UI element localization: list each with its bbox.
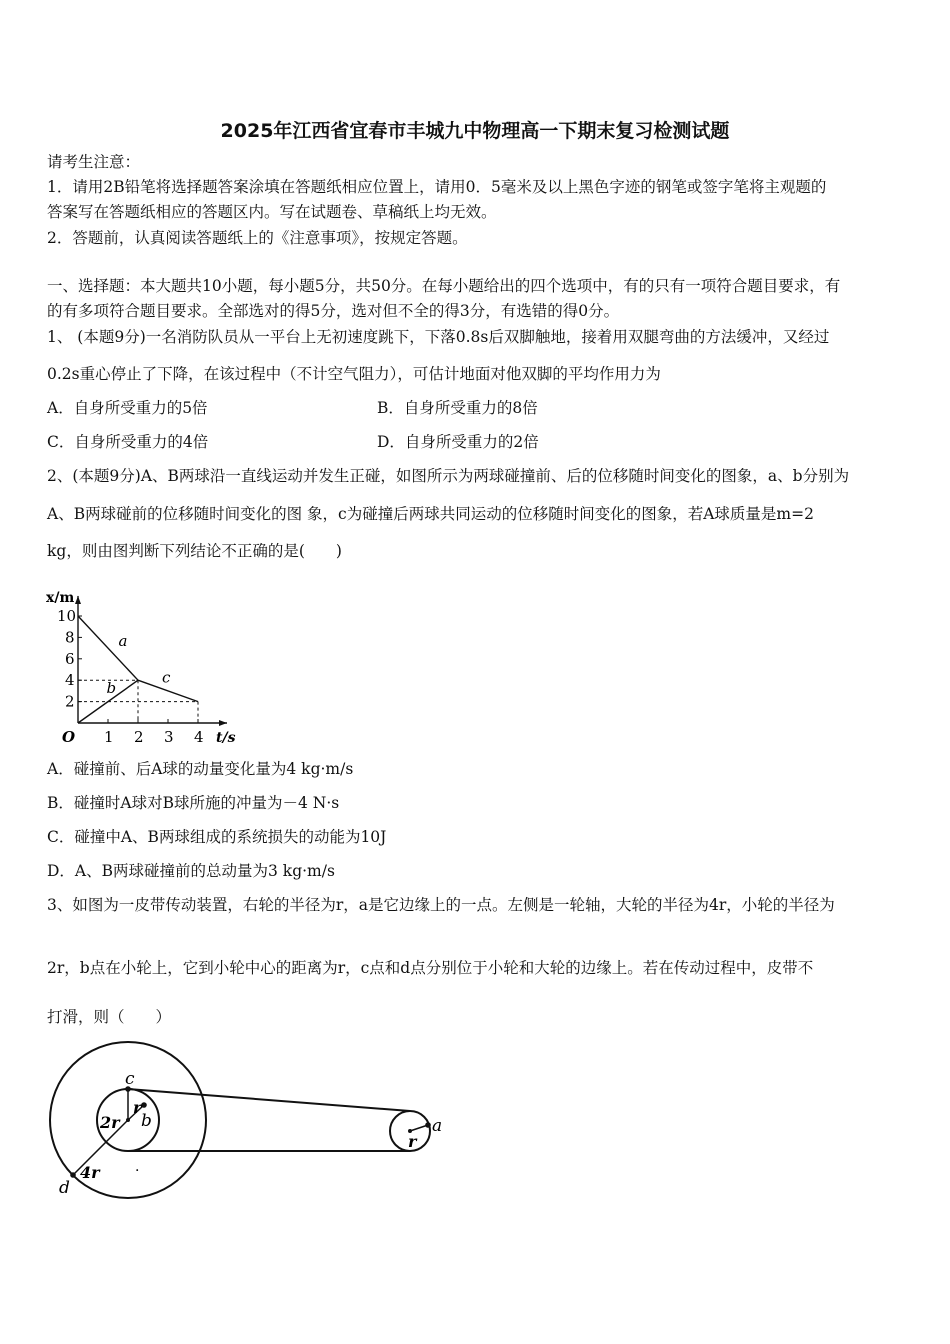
q1-option-c: C．自身所受重力的4倍 [47, 433, 209, 451]
series-a-label: a [118, 631, 128, 650]
q2-option-b: B．碰撞时A球对B球所施的冲量为－4 N·s [47, 794, 340, 812]
radius-a-line [410, 1125, 428, 1131]
notice-heading: 请考生注意： [47, 153, 141, 171]
q1-option-b: B．自身所受重力的8倍 [377, 399, 538, 417]
y-axis-arrow [75, 596, 81, 604]
center-left [126, 1118, 130, 1122]
origin-label: O [62, 728, 76, 746]
x-tick-label: 2 [134, 728, 144, 746]
x-tick-label: 1 [104, 728, 114, 746]
y-tick-label: 4 [65, 671, 75, 690]
page-title: 2025年江西省宜春市丰城九中物理高一下期末复习检测试题 [220, 120, 730, 142]
belt-drive-diagram [40, 1035, 460, 1205]
label-2r: 2r [100, 1113, 120, 1132]
label-r-small: r [133, 1098, 142, 1117]
displacement-time-chart [40, 568, 250, 748]
y-axis-label: x/m [46, 589, 75, 606]
center-dot-mark: · [135, 1163, 140, 1179]
notice-item-1-line-2: 答案写在答题纸相应的答题区内。写在试题卷、草稿纸上均无效。 [47, 203, 497, 221]
q3-stem-line-3: 打滑，则（ ） [47, 1008, 172, 1026]
section-1-intro-line-2: 的有多项符合题目要求。全部选对的得5分，选对但不全的得3分，有选错的得0分。 [47, 302, 620, 320]
q2-option-a: A．碰撞前、后A球的动量变化量为4 kg·m/s [47, 760, 354, 778]
label-d: d [59, 1178, 70, 1198]
label-c: c [125, 1069, 135, 1089]
point-a [425, 1122, 431, 1128]
q1-stem-line-2: 0.2s重心停止了下降，在该过程中（不计空气阻力），可估计地面对他双脚的平均作用力为 [47, 365, 661, 383]
x-axis-label: t/s [216, 730, 236, 746]
q1-option-a: A．自身所受重力的5倍 [47, 399, 208, 417]
q3-stem-line-1: 3、如图为一皮带传动装置，右轮的半径为r，a是它边缘上的一点。左侧是一轮轴，大轮的半径为4r，小轮的半径为 [47, 896, 835, 914]
label-4r: 4r [80, 1163, 100, 1182]
y-tick-label: 10 [57, 607, 77, 625]
series-b-label: b [106, 679, 117, 698]
series-c-label: c [162, 668, 171, 687]
q2-stem-line-2: A、B两球碰前的位移随时间变化的图 象，c为碰撞后两球共同运动的位移随时间变化的图象，若A球质量是m=2 [47, 505, 814, 523]
label-a: a [432, 1116, 443, 1136]
notice-item-2: 2．答题前，认真阅读答题纸上的《注意事项》，按规定答题。 [47, 229, 468, 247]
q1-stem-line-1: 1、 (本题9分)一名消防队员从一平台上无初速度跳下，下落0.8s后双脚触地，接着用双腿弯曲的方法缓冲，又经过 [47, 328, 830, 346]
point-d [70, 1172, 76, 1178]
x-tick-label: 4 [194, 728, 204, 746]
q1-option-d: D．自身所受重力的2倍 [377, 433, 539, 451]
q2-option-d: D．A、B两球碰撞前的总动量为3 kg·m/s [47, 862, 335, 880]
x-axis-arrow [219, 720, 227, 726]
q3-stem-line-2: 2r，b点在小轮上，它到小轮中心的距离为r，c点和d点分别位于小轮和大轮的边缘上。若在传动过程中，皮带不 [47, 959, 814, 977]
belt-top [128, 1089, 410, 1111]
series-a-line [78, 616, 138, 680]
notice-item-1-line-1: 1．请用2B铅笔将选择题答案涂填在答题纸相应位置上，请用0．5毫米及以上黑色字迹的钢笔或签字笔将主观题的 [47, 178, 827, 196]
y-tick-label: 8 [65, 628, 75, 647]
point-b [141, 1102, 147, 1108]
q2-stem-line-3: kg，则由图判断下列结论不正确的是( ) [47, 542, 342, 560]
label-b: b [141, 1111, 152, 1131]
section-1-intro-line-1: 一、选择题：本大题共10小题，每小题5分，共50分。在每小题给出的四个选项中，有的只有一项符合题目要求，有 [47, 277, 841, 295]
q2-stem-line-1: 2、(本题9分)A、B两球沿一直线运动并发生正碰，如图所示为两球碰撞前、后的位移随时间变化的图象，a、b分别为 [47, 467, 850, 485]
y-tick-label: 6 [65, 649, 75, 668]
x-tick-label: 3 [164, 728, 174, 746]
q2-option-c: C．碰撞中A、B两球组成的系统损失的动能为10J [47, 828, 387, 846]
y-tick-label: 2 [65, 692, 75, 711]
label-r-right: r [408, 1132, 417, 1151]
